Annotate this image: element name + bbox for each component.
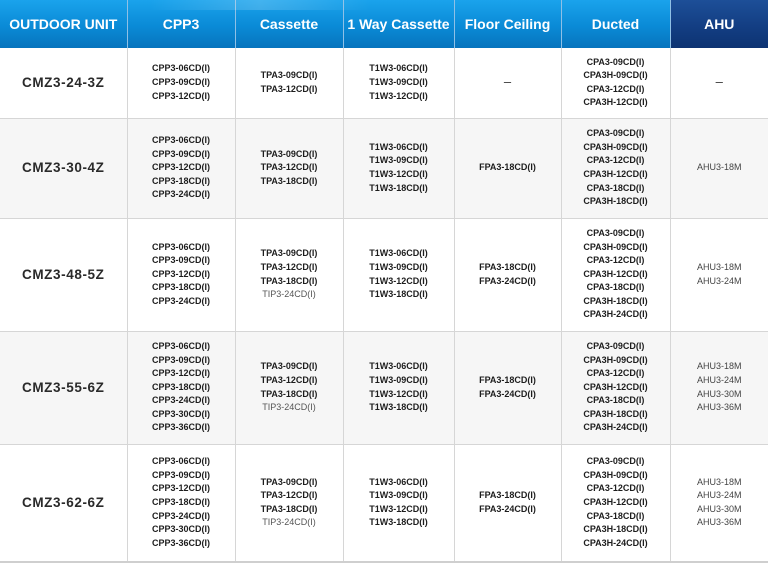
model-code: TPA3-09CD(I)	[260, 148, 318, 159]
model-code: CPA3-18CD(I)	[586, 510, 645, 521]
model-code: TPA3-12CD(I)	[260, 162, 318, 173]
model-code: CPA3-12CD(I)	[586, 483, 645, 494]
model-code: CPA3-12CD(I)	[586, 155, 645, 166]
model-code: CPA3H-12CD(I)	[583, 169, 648, 179]
cpp3-cell	[127, 444, 235, 562]
model-code: T1W3-06CD(I)	[369, 476, 428, 487]
model-code: TPA3-18CD(I)	[260, 175, 318, 186]
outdoor-unit-cell	[0, 444, 127, 562]
outdoor-unit-model: CMZ3-62-6Z	[21, 494, 105, 510]
model-code: AHU3-36M	[696, 517, 742, 528]
model-code: CPP3-12CD(I)	[151, 90, 210, 101]
model-code: CPA3-18CD(I)	[586, 395, 645, 406]
cassette-cell	[235, 444, 343, 562]
model-code: T1W3-18CD(I)	[369, 182, 428, 193]
table-row	[0, 48, 768, 118]
model-code: T1W3-06CD(I)	[369, 141, 428, 152]
ducted-cell	[561, 444, 670, 562]
model-code: CPP3-06CD(I)	[151, 456, 210, 467]
model-code: FPA3-18CD(I)	[479, 261, 536, 272]
model-code: AHU3-18M	[696, 361, 742, 372]
header-outdoor-unit: OUTDOOR UNIT	[0, 0, 127, 48]
model-code: T1W3-12CD(I)	[369, 388, 428, 399]
model-code: CPP3-24CD(I)	[151, 295, 210, 306]
model-code: TPA3-12CD(I)	[260, 490, 318, 501]
outdoor-unit-model: CMZ3-30-4Z	[21, 160, 105, 176]
header-cassette: Cassette	[235, 0, 343, 48]
one-way-cassette-cell	[343, 118, 454, 218]
model-code: T1W3-12CD(I)	[369, 275, 428, 286]
header-cpp3: CPP3	[127, 0, 235, 48]
not-applicable-dash: –	[715, 73, 723, 89]
model-code: FPA3-24CD(I)	[479, 388, 536, 399]
model-code: CPA3-09CD(I)	[586, 227, 645, 238]
model-code: CPA3-12CD(I)	[586, 255, 645, 266]
model-code: CPP3-09CD(I)	[151, 469, 210, 480]
floor-ceiling-cell	[454, 331, 561, 444]
model-code: AHU3-18M	[696, 162, 742, 173]
table-row	[0, 118, 768, 218]
model-code: CPA3H-18CD(I)	[583, 408, 648, 419]
model-code: CPA3-09CD(I)	[586, 456, 645, 467]
model-code: CPP3-18CD(I)	[151, 282, 210, 293]
model-code: T1W3-18CD(I)	[369, 289, 428, 300]
outdoor-unit-cell	[0, 48, 127, 118]
outdoor-unit-cell	[0, 118, 127, 218]
model-code: CPA3H-09CD(I)	[583, 141, 648, 152]
model-code: CPA3-18CD(I)	[586, 182, 645, 193]
model-code: TPA3-09CD(I)	[260, 248, 318, 259]
model-code: AHU3-24M	[696, 374, 742, 385]
cassette-cell	[235, 331, 343, 444]
model-code: CPP3-06CD(I)	[151, 241, 210, 252]
model-code: CPP3-18CD(I)	[151, 496, 210, 507]
table-row	[0, 331, 768, 444]
ahu-cell	[670, 118, 768, 218]
outdoor-unit-model: CMZ3-24-3Z	[21, 74, 105, 90]
cpp3-cell	[127, 331, 235, 444]
header-row	[0, 0, 768, 48]
model-code: CPP3-09CD(I)	[151, 76, 210, 87]
floor-ceiling-cell	[454, 444, 561, 562]
one-way-cassette-cell	[343, 444, 454, 562]
table-row	[0, 218, 768, 331]
model-code: FPA3-18CD(I)	[479, 374, 536, 385]
model-code: CPP3-06CD(I)	[151, 340, 210, 351]
header-1-way-cassette: 1 Way Cassette	[343, 0, 454, 48]
model-code: T1W3-09CD(I)	[369, 261, 428, 272]
model-code: CPP3-09CD(I)	[151, 255, 210, 266]
ahu-cell	[670, 444, 768, 562]
header-floor-ceiling: Floor Ceiling	[454, 0, 561, 48]
model-code: TPA3-09CD(I)	[260, 476, 318, 487]
model-code: CPA3H-18CD(I)	[583, 196, 648, 207]
model-code: CPA3H-18CD(I)	[583, 524, 648, 535]
model-code: CPP3-24CD(I)	[151, 395, 210, 406]
header-ahu: AHU	[670, 0, 768, 48]
ducted-cell	[561, 118, 670, 218]
model-code: TPA3-09CD(I)	[260, 70, 318, 81]
model-code: CPP3-06CD(I)	[151, 63, 210, 74]
model-code: CPP3-24CD(I)	[151, 189, 210, 200]
model-code: CPP3-30CD(I)	[151, 408, 210, 419]
model-code: CPA3H-24CD(I)	[583, 309, 648, 320]
model-code: CPA3-18CD(I)	[586, 282, 645, 293]
model-code: CPA3H-09CD(I)	[583, 354, 648, 365]
model-code: CPA3-12CD(I)	[586, 83, 645, 94]
model-code: T1W3-06CD(I)	[369, 361, 428, 372]
model-code: CPA3H-12CD(I)	[583, 381, 648, 392]
model-code: FPA3-24CD(I)	[479, 275, 536, 286]
model-code: T1W3-06CD(I)	[369, 63, 428, 74]
model-code: CPP3-12CD(I)	[151, 483, 210, 494]
floor-ceiling-cell	[454, 218, 561, 331]
model-code: CPA3H-24CD(I)	[583, 422, 648, 433]
ducted-cell	[561, 218, 670, 331]
outdoor-unit-model: CMZ3-48-5Z	[21, 266, 105, 282]
model-code: T1W3-06CD(I)	[369, 248, 428, 259]
model-code: AHU3-30M	[696, 388, 742, 399]
model-code: TIP3-24CD(I)	[262, 402, 316, 413]
cassette-cell	[235, 218, 343, 331]
model-code: T1W3-18CD(I)	[369, 517, 428, 528]
floor-ceiling-cell	[454, 48, 561, 118]
model-code: FPA3-18CD(I)	[479, 162, 536, 173]
model-code: CPA3H-09CD(I)	[583, 241, 648, 252]
not-applicable-dash: –	[503, 73, 512, 89]
cassette-cell	[235, 118, 343, 218]
model-code: AHU3-18M	[696, 476, 742, 487]
model-code: CPP3-36CD(I)	[151, 422, 210, 433]
one-way-cassette-cell	[343, 48, 454, 118]
ducted-cell	[561, 48, 670, 118]
model-code: T1W3-09CD(I)	[369, 76, 428, 87]
model-code: TPA3-18CD(I)	[260, 503, 318, 514]
cassette-cell	[235, 48, 343, 118]
model-code: CPP3-24CD(I)	[151, 510, 210, 521]
model-code: TPA3-18CD(I)	[260, 388, 318, 399]
model-code: AHU3-30M	[696, 503, 742, 514]
model-code: CPP3-12CD(I)	[151, 368, 210, 379]
model-code: T1W3-18CD(I)	[369, 402, 428, 413]
header-ducted: Ducted	[561, 0, 670, 48]
model-code: T1W3-12CD(I)	[369, 503, 428, 514]
model-code: TPA3-12CD(I)	[260, 261, 318, 272]
cpp3-cell	[127, 118, 235, 218]
one-way-cassette-cell	[343, 331, 454, 444]
model-code: CPP3-18CD(I)	[151, 381, 210, 392]
model-code: T1W3-09CD(I)	[369, 374, 428, 385]
model-code: CPP3-09CD(I)	[151, 354, 210, 365]
model-code: T1W3-09CD(I)	[369, 155, 428, 166]
cpp3-cell	[127, 218, 235, 331]
model-code: AHU3-24M	[696, 490, 742, 501]
model-code: TPA3-09CD(I)	[260, 361, 318, 372]
model-code: CPA3H-24CD(I)	[583, 537, 648, 548]
model-code: TPA3-18CD(I)	[260, 275, 318, 286]
model-code: TIP3-24CD(I)	[262, 517, 316, 528]
model-code: CPA3-12CD(I)	[586, 368, 645, 379]
model-code: T1W3-09CD(I)	[369, 490, 428, 501]
model-code: T1W3-12CD(I)	[369, 169, 428, 179]
model-code: TPA3-12CD(I)	[260, 83, 318, 94]
ducted-cell	[561, 331, 670, 444]
model-code: CPP3-06CD(I)	[151, 135, 210, 146]
model-code: CPA3-09CD(I)	[586, 56, 645, 67]
ahu-cell	[670, 218, 768, 331]
model-code: CPA3H-18CD(I)	[583, 295, 648, 306]
model-code: T1W3-12CD(I)	[369, 90, 428, 101]
model-code: CPP3-30CD(I)	[151, 524, 210, 535]
one-way-cassette-cell	[343, 218, 454, 331]
model-code: AHU3-18M	[696, 261, 742, 272]
model-code: AHU3-36M	[696, 402, 742, 413]
model-code: CPA3H-12CD(I)	[583, 496, 648, 507]
model-code: TIP3-24CD(I)	[262, 289, 316, 300]
model-code: CPA3-09CD(I)	[586, 128, 645, 139]
model-code: TPA3-12CD(I)	[260, 374, 318, 385]
model-code: CPA3H-12CD(I)	[583, 97, 648, 108]
model-code: FPA3-18CD(I)	[479, 490, 536, 501]
model-code: CPA3-09CD(I)	[586, 340, 645, 351]
ahu-cell	[670, 331, 768, 444]
model-code: FPA3-24CD(I)	[479, 503, 536, 514]
model-code: CPA3H-12CD(I)	[583, 268, 648, 279]
table-body	[0, 48, 768, 562]
outdoor-unit-model: CMZ3-55-6Z	[21, 379, 105, 395]
model-code: CPA3H-09CD(I)	[583, 469, 648, 480]
model-code: CPP3-09CD(I)	[151, 148, 210, 159]
floor-ceiling-cell	[454, 118, 561, 218]
table-row	[0, 444, 768, 562]
outdoor-unit-cell	[0, 218, 127, 331]
model-code: CPP3-36CD(I)	[151, 537, 210, 548]
model-code: CPP3-12CD(I)	[151, 268, 210, 279]
model-code: CPP3-18CD(I)	[151, 175, 210, 186]
cpp3-cell	[127, 48, 235, 118]
model-code: CPA3H-09CD(I)	[583, 70, 648, 81]
model-code: AHU3-24M	[696, 275, 742, 286]
outdoor-unit-cell	[0, 331, 127, 444]
ahu-cell	[670, 48, 768, 118]
model-code: CPP3-12CD(I)	[151, 162, 210, 173]
